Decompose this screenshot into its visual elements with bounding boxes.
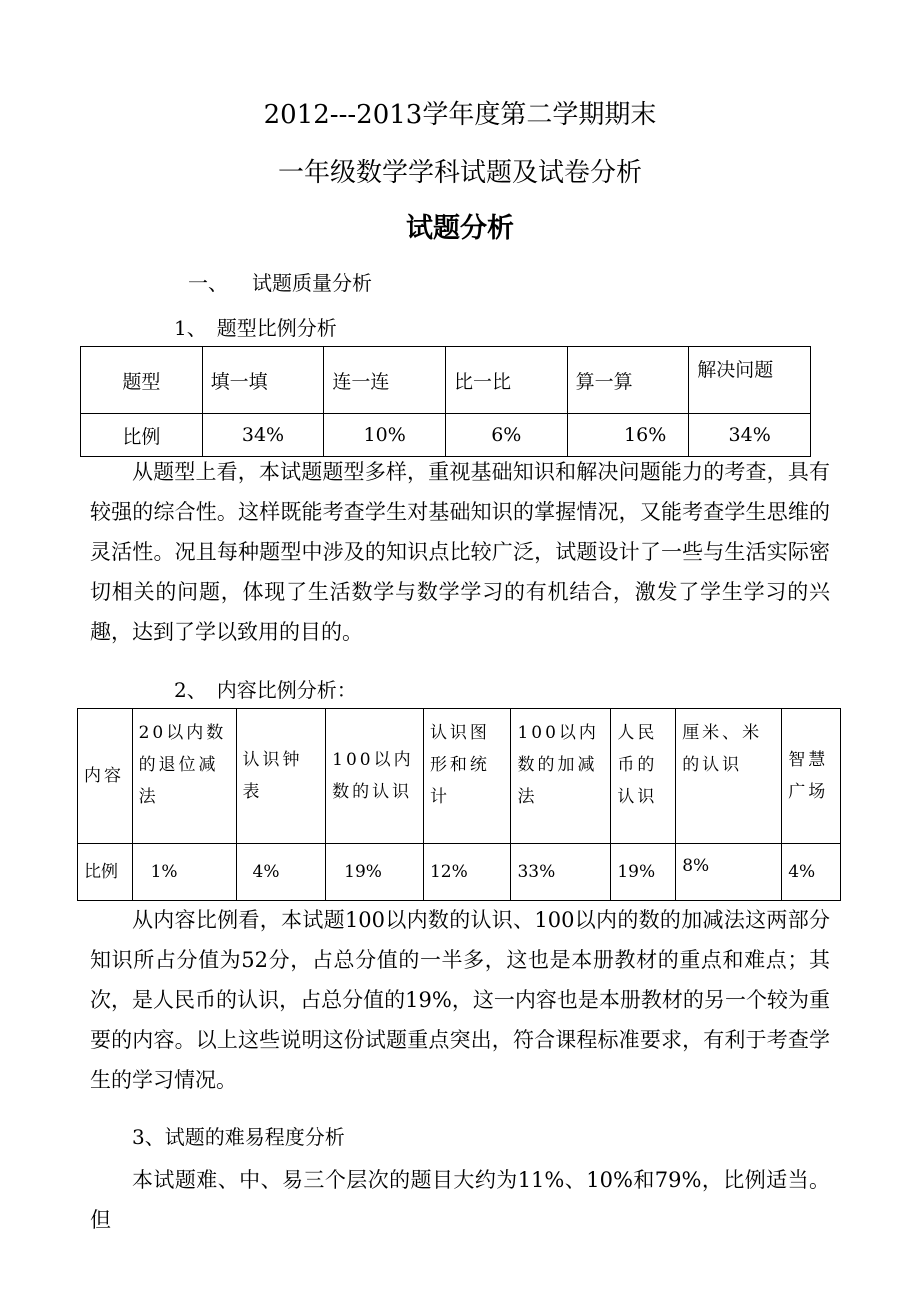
table-row bbox=[78, 709, 841, 844]
table-cell: 33% bbox=[511, 844, 611, 901]
table-cell: 8% bbox=[676, 844, 782, 901]
table-cell: 比例 bbox=[78, 844, 133, 901]
table-cell: 10% bbox=[324, 414, 446, 457]
table-cell: 题型 bbox=[81, 347, 203, 414]
paragraph-content-ratio-analysis: 从内容比例看，本试题100以内数的认识、100以内的数的加减法这两部分知识所占分值为52分，占总分值的一半多，这也是本册教材的重点和难点；其次，是人民币的认识，占总分值的19%，这一内容也是本册教材的另一个较为重要的内容。以上这些说明这份试题重点突出，符合课程标准要求，有利于考查学生的学习情况。 bbox=[90, 908, 830, 1092]
table-cell: 19% bbox=[326, 844, 424, 901]
table-cell: 6% bbox=[445, 414, 567, 457]
table-cell: 算一算 bbox=[567, 347, 689, 414]
question-type-table bbox=[80, 346, 811, 457]
doc-title-line3: 试题分析 bbox=[406, 213, 514, 244]
subsection3-heading: 3、试题的难易程度分析 bbox=[132, 1125, 345, 1149]
table-cell: 4% bbox=[236, 844, 326, 901]
section1-title: 试题质量分析 bbox=[252, 271, 372, 295]
table-cell: 12% bbox=[423, 844, 511, 901]
table-cell: 比例 bbox=[81, 414, 203, 457]
section1-number: 一、 bbox=[188, 271, 228, 295]
table-cell: 内容 bbox=[78, 709, 133, 844]
table-cell: 解决问题 bbox=[689, 347, 811, 414]
table-row bbox=[81, 414, 811, 457]
table-cell: 比一比 bbox=[445, 347, 567, 414]
paragraph-question-type-analysis: 从题型上看，本试题题型多样，重视基础知识和解决问题能力的考查，具有较强的综合性。这样既能考查学生对基础知识的掌握情况，又能考查学生思维的灵活性。况且每种题型中涉及的知识点比较广泛，试题设计了一些与生活实际密切相关的问题，体现了生活数学与数学学习的有机结合，激发了学生学习的兴趣，达到了学以致用的目的。 bbox=[90, 460, 830, 644]
table-cell: 人民币的认识 bbox=[611, 709, 676, 844]
doc-title-line1: 2012---2013学年度第二学期期末 bbox=[263, 100, 657, 130]
table-cell: 认识钟表 bbox=[236, 709, 326, 844]
subsection2-heading: 2、 内容比例分析： bbox=[174, 678, 357, 702]
table-cell: 100以内数的加减法 bbox=[511, 709, 611, 844]
table-cell: 20以内数的退位减法 bbox=[132, 709, 236, 844]
table-row bbox=[78, 844, 841, 901]
table-row bbox=[81, 347, 811, 414]
subsection1-heading: 1、 题型比例分析 bbox=[174, 316, 337, 340]
table-cell: 填一填 bbox=[202, 347, 324, 414]
paragraph-difficulty-analysis: 本试题难、中、易三个层次的题目大约为11%、10%和79%，比例适当。但 bbox=[90, 1168, 830, 1232]
table-cell: 智慧广场 bbox=[782, 709, 841, 844]
table-cell: 厘米、米的认识 bbox=[676, 709, 782, 844]
table-cell: 100以内数的认识 bbox=[326, 709, 424, 844]
table-cell: 16% bbox=[567, 414, 689, 457]
table-cell: 19% bbox=[611, 844, 676, 901]
table-cell: 34% bbox=[202, 414, 324, 457]
table-cell: 1% bbox=[132, 844, 236, 901]
table-cell: 连一连 bbox=[324, 347, 446, 414]
table-cell: 4% bbox=[782, 844, 841, 901]
doc-title-line2: 一年级数学学科试题及试卷分析 bbox=[277, 158, 642, 188]
table-cell: 34% bbox=[689, 414, 811, 457]
table-cell: 认识图形和统计 bbox=[423, 709, 511, 844]
content-ratio-table bbox=[77, 708, 841, 901]
